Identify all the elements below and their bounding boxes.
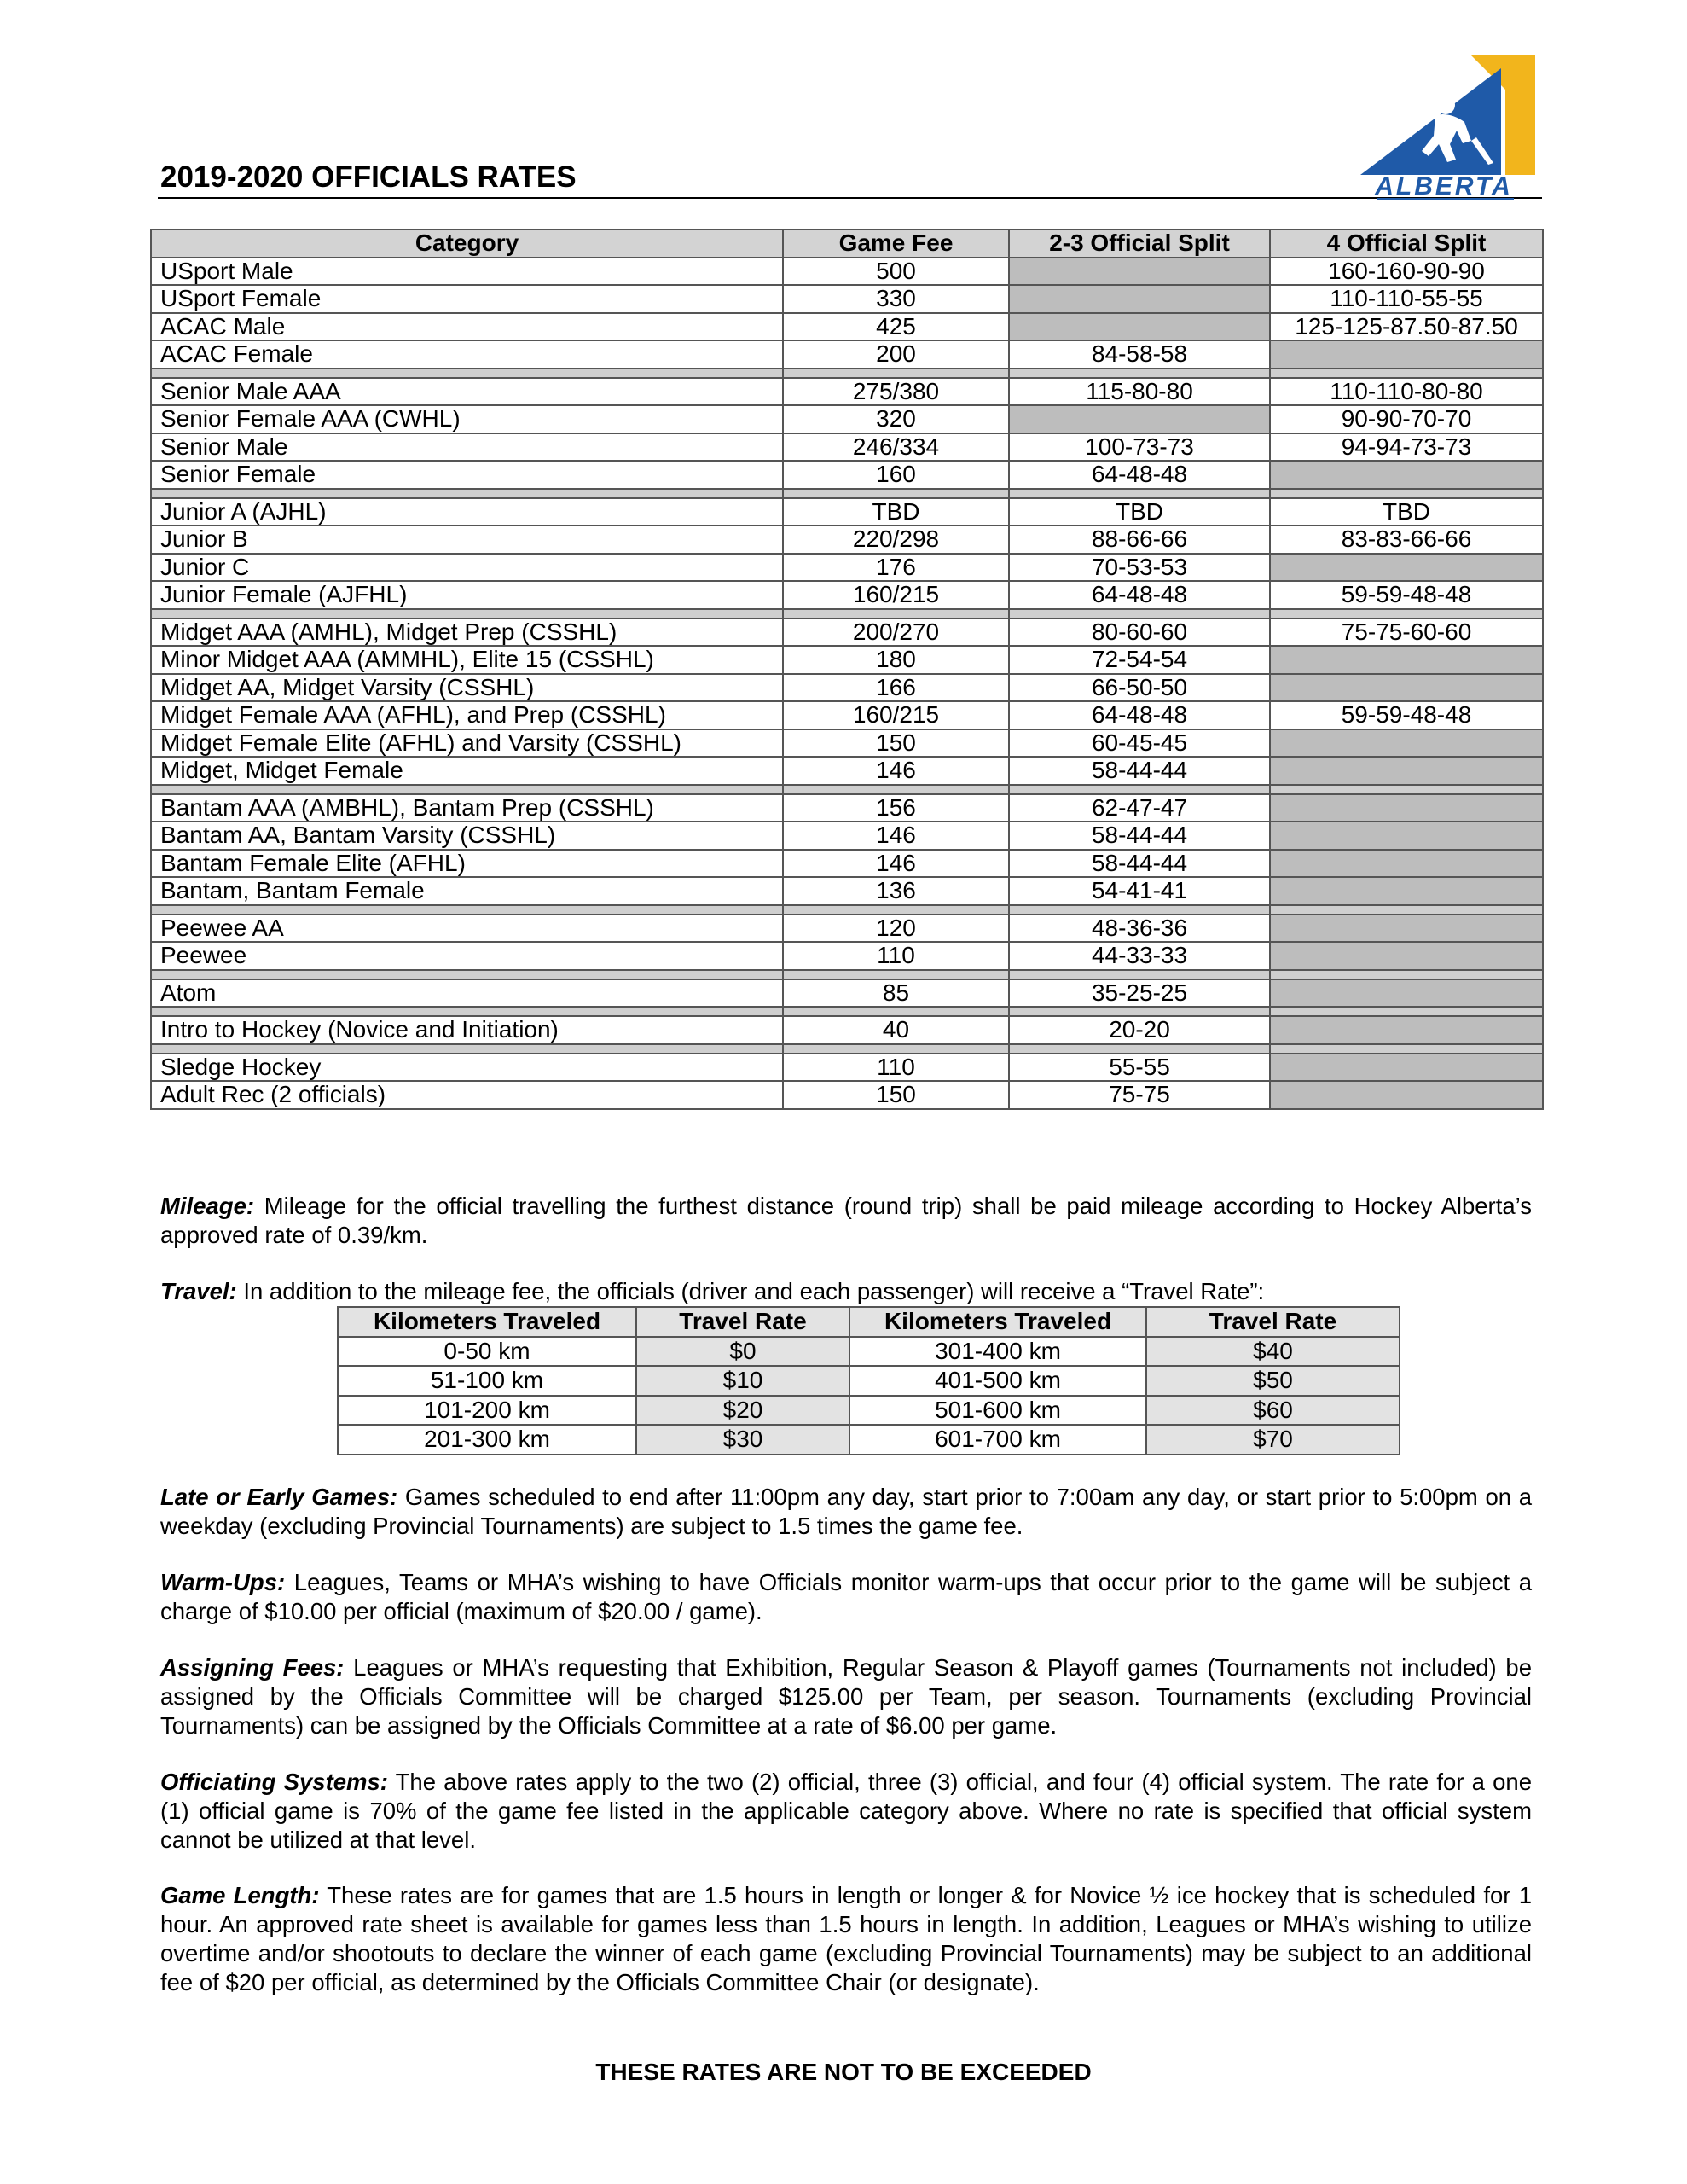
rate-cell: 200 — [783, 340, 1009, 369]
not-applicable-cell — [1270, 942, 1543, 970]
rate-cell: 136 — [783, 877, 1009, 905]
travel-label: Travel: — [160, 1278, 237, 1304]
page-title: 2019-2020 OFFICIALS RATES — [160, 160, 577, 194]
rate-row — [151, 942, 1543, 970]
not-applicable-cell — [1270, 674, 1543, 702]
rate-cell: Midget Female Elite (AFHL) and Varsity (CSSHL) — [151, 729, 783, 758]
group-separator — [151, 609, 1543, 619]
rate-cell: 115-80-80 — [1009, 378, 1270, 406]
rate-cell: Midget Female AAA (AFHL), and Prep (CSSHL) — [151, 701, 783, 729]
travel-cell: $40 — [1146, 1337, 1400, 1367]
rate-cell: Bantam Female Elite (AFHL) — [151, 850, 783, 878]
rate-row — [151, 498, 1543, 526]
travel-row — [338, 1366, 1400, 1396]
rate-cell: 146 — [783, 822, 1009, 850]
rate-cell: Junior A (AJHL) — [151, 498, 783, 526]
rate-cell: Atom — [151, 979, 783, 1008]
rate-row — [151, 729, 1543, 758]
not-applicable-cell — [1009, 313, 1270, 341]
travel-header-cell: Kilometers Traveled — [338, 1307, 636, 1337]
rate-cell: 62-47-47 — [1009, 794, 1270, 822]
rate-cell: ACAC Male — [151, 313, 783, 341]
rate-cell: 94-94-73-73 — [1270, 433, 1543, 462]
rate-row — [151, 646, 1543, 674]
travel-header-cell: Kilometers Traveled — [849, 1307, 1146, 1337]
rate-cell: USport Male — [151, 258, 783, 286]
rate-cell: TBD — [1009, 498, 1270, 526]
logo-text: ALBERTA — [1375, 172, 1513, 200]
footer-notice: THESE RATES ARE NOT TO BE EXCEEDED — [595, 2059, 1092, 2085]
late-games-text: Games scheduled to end after 11:00pm any day, start prior to 7:00am any day, or start prior to 5:00pm on a weekday (excluding Provincial Tournaments) are subject to 1.5 times the game fee. — [160, 1484, 1532, 1539]
rate-row — [151, 433, 1543, 462]
rate-cell: 59-59-48-48 — [1270, 581, 1543, 609]
rate-cell: 100-73-73 — [1009, 433, 1270, 462]
rate-cell: Senior Male — [151, 433, 783, 462]
travel-rate-table — [337, 1306, 1400, 1455]
rate-cell: 330 — [783, 285, 1009, 313]
officiating-systems-paragraph — [160, 1768, 1532, 1855]
travel-header-cell: Travel Rate — [636, 1307, 849, 1337]
rate-cell: TBD — [783, 498, 1009, 526]
travel-row — [338, 1337, 1400, 1367]
rates-table-header — [151, 229, 1543, 258]
rate-row — [151, 794, 1543, 822]
rates-header-cell: Category — [151, 229, 783, 258]
rate-cell: 83-83-66-66 — [1270, 526, 1543, 554]
rate-row — [151, 674, 1543, 702]
rates-header-cell: Game Fee — [783, 229, 1009, 258]
rate-cell: Bantam AAA (AMBHL), Bantam Prep (CSSHL) — [151, 794, 783, 822]
not-applicable-cell — [1270, 822, 1543, 850]
rate-cell: Senior Female AAA (CWHL) — [151, 405, 783, 433]
rate-cell: 64-48-48 — [1009, 461, 1270, 489]
not-applicable-cell — [1009, 258, 1270, 286]
not-applicable-cell — [1270, 794, 1543, 822]
mileage-label: Mileage: — [160, 1193, 255, 1219]
rate-cell: 150 — [783, 729, 1009, 758]
rate-cell: 64-48-48 — [1009, 701, 1270, 729]
group-separator — [151, 1044, 1543, 1054]
rate-cell: Sledge Hockey — [151, 1054, 783, 1082]
rate-cell: Peewee — [151, 942, 783, 970]
rate-cell: Midget, Midget Female — [151, 757, 783, 785]
rate-row — [151, 701, 1543, 729]
rate-row — [151, 526, 1543, 554]
travel-cell: 51-100 km — [338, 1366, 636, 1396]
rate-row — [151, 378, 1543, 406]
rate-cell: 58-44-44 — [1009, 850, 1270, 878]
travel-cell: $10 — [636, 1366, 849, 1396]
officiating-systems-text: The above rates apply to the two (2) official, three (3) official, and four (4) official system. The rate for a one (1) official game is 70% of the game fee listed in the applicable category above. Where no rate is specified that official system cannot be utilized at that level. — [160, 1769, 1532, 1853]
not-applicable-cell — [1270, 757, 1543, 785]
rate-cell: 20-20 — [1009, 1016, 1270, 1044]
rate-row — [151, 1016, 1543, 1044]
travel-cell: 0-50 km — [338, 1337, 636, 1367]
rate-row — [151, 554, 1543, 582]
rate-cell: 110 — [783, 942, 1009, 970]
officiating-systems-label: Officiating Systems: — [160, 1769, 388, 1795]
rate-row — [151, 1054, 1543, 1082]
game-length-text: These rates are for games that are 1.5 hours in length or longer & for Novice ½ ice hockey that is scheduled for 1 hour. An approved rate sheet is available for games less than 1.5 hours in length. In addition, Leagues or MHA’s wishing to utilize overtime and/or shootouts to declare the winner of each game (excluding Provincial Tournaments) may be subject to an additional fee of $20 per official, as determined by the Officials Committee Chair (or designate). — [160, 1882, 1532, 1995]
rate-row — [151, 258, 1543, 286]
warm-ups-label: Warm-Ups: — [160, 1569, 286, 1595]
rate-cell: Adult Rec (2 officials) — [151, 1081, 783, 1109]
rate-cell: Junior C — [151, 554, 783, 582]
rate-row — [151, 757, 1543, 785]
rate-row — [151, 619, 1543, 647]
travel-table-header — [338, 1307, 1400, 1337]
rate-row — [151, 877, 1543, 905]
game-length-label: Game Length: — [160, 1882, 320, 1908]
travel-cell: $0 — [636, 1337, 849, 1367]
rate-cell: 85 — [783, 979, 1009, 1008]
rate-cell: Midget AA, Midget Varsity (CSSHL) — [151, 674, 783, 702]
rate-cell: 275/380 — [783, 378, 1009, 406]
rate-cell: 55-55 — [1009, 1054, 1270, 1082]
rate-row — [151, 340, 1543, 369]
rate-cell: 75-75 — [1009, 1081, 1270, 1109]
late-early-games-paragraph — [160, 1483, 1532, 1541]
group-separator — [151, 489, 1543, 498]
not-applicable-cell — [1270, 729, 1543, 758]
rate-row — [151, 822, 1543, 850]
late-games-label: Late or Early Games: — [160, 1484, 398, 1510]
rate-cell: Senior Female — [151, 461, 783, 489]
rate-cell: 425 — [783, 313, 1009, 341]
rate-cell: 84-58-58 — [1009, 340, 1270, 369]
rate-cell: 110-110-80-80 — [1270, 378, 1543, 406]
assigning-fees-paragraph — [160, 1653, 1532, 1740]
rate-cell: 125-125-87.50-87.50 — [1270, 313, 1543, 341]
rate-cell: 44-33-33 — [1009, 942, 1270, 970]
rate-cell: USport Female — [151, 285, 783, 313]
assigning-fees-label: Assigning Fees: — [160, 1654, 345, 1681]
travel-cell: $60 — [1146, 1396, 1400, 1426]
rate-cell: 110-110-55-55 — [1270, 285, 1543, 313]
not-applicable-cell — [1270, 646, 1543, 674]
rate-cell: TBD — [1270, 498, 1543, 526]
travel-row — [338, 1396, 1400, 1426]
rate-cell: Intro to Hockey (Novice and Initiation) — [151, 1016, 783, 1044]
not-applicable-cell — [1270, 554, 1543, 582]
officials-rates-table — [150, 229, 1544, 1110]
rate-cell: 156 — [783, 794, 1009, 822]
not-applicable-cell — [1009, 405, 1270, 433]
rate-cell: 160-160-90-90 — [1270, 258, 1543, 286]
not-applicable-cell — [1270, 1054, 1543, 1082]
rate-row — [151, 285, 1543, 313]
rate-cell: Bantam, Bantam Female — [151, 877, 783, 905]
rate-row — [151, 581, 1543, 609]
travel-cell: $50 — [1146, 1366, 1400, 1396]
travel-paragraph — [160, 1277, 1532, 1306]
travel-cell: $70 — [1146, 1425, 1400, 1455]
rate-cell: 146 — [783, 850, 1009, 878]
rate-row — [151, 1081, 1543, 1109]
rate-cell: 88-66-66 — [1009, 526, 1270, 554]
rate-cell: 60-45-45 — [1009, 729, 1270, 758]
not-applicable-cell — [1270, 850, 1543, 878]
rate-cell: ACAC Female — [151, 340, 783, 369]
not-applicable-cell — [1270, 915, 1543, 943]
rate-row — [151, 915, 1543, 943]
rate-cell: 220/298 — [783, 526, 1009, 554]
rate-cell: 200/270 — [783, 619, 1009, 647]
rate-cell: 500 — [783, 258, 1009, 286]
rate-cell: 70-53-53 — [1009, 554, 1270, 582]
rate-cell: Peewee AA — [151, 915, 783, 943]
rate-cell: 66-50-50 — [1009, 674, 1270, 702]
mileage-paragraph — [160, 1192, 1532, 1250]
rate-row — [151, 461, 1543, 489]
logo-blue-triangle — [1360, 68, 1501, 175]
rate-cell: 48-36-36 — [1009, 915, 1270, 943]
rate-cell: Bantam AA, Bantam Varsity (CSSHL) — [151, 822, 783, 850]
travel-text: In addition to the mileage fee, the officials (driver and each passenger) will receive a “Travel Rate”: — [236, 1278, 1265, 1304]
travel-cell: $30 — [636, 1425, 849, 1455]
rate-cell: 54-41-41 — [1009, 877, 1270, 905]
rate-cell: 160/215 — [783, 581, 1009, 609]
not-applicable-cell — [1009, 285, 1270, 313]
rate-cell: 64-48-48 — [1009, 581, 1270, 609]
rate-cell: 150 — [783, 1081, 1009, 1109]
rate-cell: Junior B — [151, 526, 783, 554]
travel-cell: 201-300 km — [338, 1425, 636, 1455]
rate-cell: 90-90-70-70 — [1270, 405, 1543, 433]
game-length-paragraph — [160, 1881, 1532, 1997]
title-underline — [158, 197, 1542, 199]
assigning-fees-text: Leagues or MHA’s requesting that Exhibition, Regular Season & Playoff games (Tournaments not included) be assigned by the Officials Committee will be charged $125.00 per Team, per season. Tournaments (excluding Provincial Tournaments) can be assigned by the Officials Committee at a rate of $6.00 per game. — [160, 1654, 1532, 1739]
rate-cell: 80-60-60 — [1009, 619, 1270, 647]
travel-cell: 101-200 km — [338, 1396, 636, 1426]
group-separator — [151, 905, 1543, 915]
rates-header-cell: 4 Official Split — [1270, 229, 1543, 258]
travel-cell: $20 — [636, 1396, 849, 1426]
rate-cell: Midget AAA (AMHL), Midget Prep (CSSHL) — [151, 619, 783, 647]
travel-row — [338, 1425, 1400, 1455]
not-applicable-cell — [1270, 461, 1543, 489]
rate-cell: 75-75-60-60 — [1270, 619, 1543, 647]
travel-cell: 501-600 km — [849, 1396, 1146, 1426]
rate-cell: Junior Female (AJFHL) — [151, 581, 783, 609]
rate-cell: 166 — [783, 674, 1009, 702]
rate-cell: 146 — [783, 757, 1009, 785]
group-separator — [151, 970, 1543, 979]
rate-cell: Senior Male AAA — [151, 378, 783, 406]
not-applicable-cell — [1270, 1081, 1543, 1109]
not-applicable-cell — [1270, 1016, 1543, 1044]
mileage-text: Mileage for the official travelling the furthest distance (round trip) shall be paid mileage according to Hockey Alberta’s approved rate of 0.39/km. — [160, 1193, 1532, 1248]
warm-ups-text: Leagues, Teams or MHA’s wishing to have Officials monitor warm-ups that occur prior to the game will be subject a charge of $10.00 per official (maximum of $20.00 / game). — [160, 1569, 1532, 1624]
rates-header-cell: 2-3 Official Split — [1009, 229, 1270, 258]
not-applicable-cell — [1270, 877, 1543, 905]
rate-row — [151, 850, 1543, 878]
rate-cell: 180 — [783, 646, 1009, 674]
hockey-alberta-logo — [1343, 55, 1539, 200]
travel-header-cell: Travel Rate — [1146, 1307, 1400, 1337]
rate-cell: 120 — [783, 915, 1009, 943]
travel-cell: 401-500 km — [849, 1366, 1146, 1396]
rate-row — [151, 979, 1543, 1008]
rate-cell: 160/215 — [783, 701, 1009, 729]
rate-cell: 35-25-25 — [1009, 979, 1270, 1008]
travel-cell: 601-700 km — [849, 1425, 1146, 1455]
rate-cell: 110 — [783, 1054, 1009, 1082]
travel-cell: 301-400 km — [849, 1337, 1146, 1367]
not-applicable-cell — [1270, 340, 1543, 369]
rate-row — [151, 313, 1543, 341]
group-separator — [151, 369, 1543, 378]
rate-cell: Minor Midget AAA (AMMHL), Elite 15 (CSSHL) — [151, 646, 783, 674]
not-applicable-cell — [1270, 979, 1543, 1008]
group-separator — [151, 1007, 1543, 1016]
rate-cell: 58-44-44 — [1009, 822, 1270, 850]
rate-cell: 59-59-48-48 — [1270, 701, 1543, 729]
rate-cell: 40 — [783, 1016, 1009, 1044]
rate-row — [151, 405, 1543, 433]
rate-cell: 72-54-54 — [1009, 646, 1270, 674]
rate-cell: 176 — [783, 554, 1009, 582]
rate-cell: 320 — [783, 405, 1009, 433]
rate-cell: 58-44-44 — [1009, 757, 1270, 785]
warm-ups-paragraph — [160, 1568, 1532, 1626]
rate-cell: 246/334 — [783, 433, 1009, 462]
group-separator — [151, 785, 1543, 794]
rate-cell: 160 — [783, 461, 1009, 489]
